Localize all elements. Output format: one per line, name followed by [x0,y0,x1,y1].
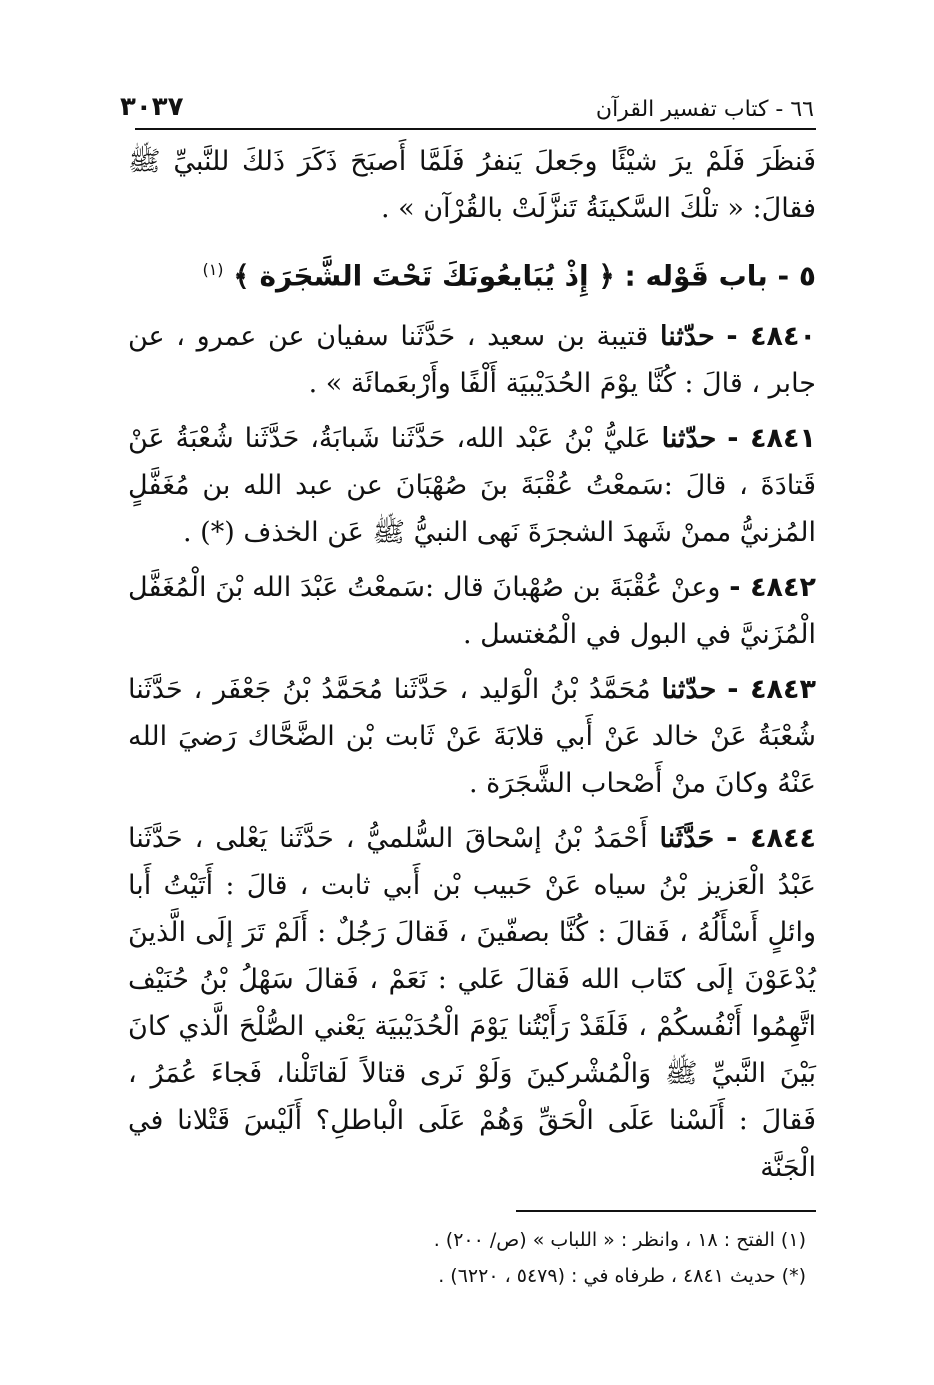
body-text [128,138,816,1191]
hadith-lead: حَدَّثَنا [659,823,715,855]
hadith-number: ٤٨٤١ - [727,423,816,455]
running-header [120,82,814,122]
hadith-text: أَحْمَدُ بْنُ إسْحاقَ السُّلميُّ ، حَدَّثَنا يَعْلى ، حَدَّثَنا عَبْدُ الْعَزيز بْنُ سياه عَنْ حَبيب بْن أَبي ثابت ، قالَ : أَتَيْتُ أَبا وائلٍ أَسْأَلُهُ ، فَقالَ : كُنَّا بصفّينَ ، فَقالَ رَجُلٌ : أَلَمْ تَرَ إلَى الَّذينَ يُدْعَوْنَ إلَى كتَاب الله فَقالَ عَلي : نَعَمْ ، فَقالَ سَهْلُ بْنُ حُنَيْف اتَّهِمُوا أَنْفُسكُمْ ، فَلَقَدْ رَأَيْتُنا يَوْمَ الْحُدَيْبيَة يَعْني الصُّلْحَ الَّذي كانَ بَيْنَ النَّبيِّ ﷺ وَالْمُشْركينَ وَلَوْ نَرى قتالاً لَقاتَلْنا، فَجاءَ عُمَرُ ، فَقالَ : أَلَسْنا عَلَى الْحَقِّ وَهُمْ عَلَى الْباطلِ؟ أَلَيْسَ قَتْلانا في الْجَنَّة [128,823,816,1184]
hadith-4844 [128,815,816,1191]
hadith-4843 [128,666,816,807]
hadith-lead: حدّثنا [661,423,717,455]
section-heading-text: ٥ - باب قَوْله : ﴿ إِذْ يُبَايعُونَكَ تَحْتَ الشَّجَرَة ﴾ [233,259,816,293]
hadith-text: قتيبة بن سعيد ، حَدَّثَنا سفيان عن عمرو ، عن جابر ، قالَ : كُنَّا يوْمَ الحُدَيْبيَة أَلْفًا وأَرْبعَمائَة » . [128,321,816,400]
section-heading [128,246,816,299]
hadith-number: ٤٨٤٢ - [729,572,816,604]
running-title: ٦٦ - كتاب تفسير القرآن [595,97,814,122]
hadith-4841 [128,415,816,556]
hadith-number: ٤٨٤٤ - [726,823,816,855]
header-rule [135,128,816,130]
hadith-4842 [128,564,816,658]
footnote-rule [516,1210,816,1212]
hadith-number: ٤٨٤٣ - [727,674,816,706]
hadith-4840 [128,313,816,407]
hadith-text: عَليُّ بْنُ عَبْد الله، حَدَّثَنا شَبابَةُ، حَدَّثَنا شُعْبَةُ عَنْ قَتادَةَ ، قالَ :سَمعْتُ عُقْبَةَ بنَ صُهْبَانَ عن عبد الله بن مُغَفَّلٍ المُزنيُّ ممنْ شَهدَ الشجرَةَ نَهى النبيُّ ﷺ عَن الخذف (*) . [128,423,816,549]
hadith-text: وعنْ عُقْبَةَ بن صُهْبانَ قال :سَمعْتُ عَبْدَ الله بْنَ الْمُغَفَّل الْمُزَنيَّ في البول في الْمُغتسل . [128,572,816,651]
hadith-lead: حدّثنا [659,321,715,353]
page-number: ٣٠٣٧ [120,92,184,122]
hadith-number: ٤٨٤٠ - [726,321,816,353]
hadith-text: مُحَمَّدُ بْنُ الْوَليد ، حَدَّثَنا مُحَمَّدُ بْنُ جَعْفَر ، حَدَّثَنا شُعْبَةُ عَنْ خالد عَنْ أَبي قلابَةَ عَنْ ثَابت بْن الضَّحَّاك رَضيَ الله عَنْهُ وكانَ منْ أَصْحاب الشَّجَرَة . [128,674,816,800]
section-footnote-mark: (١) [202,260,224,279]
footnote-1: (١) الفتح : ١٨ ، وانظر : « اللباب » (ص/ ٢٠٠) . [433,1229,806,1251]
hadith-lead: حدّثنا [661,674,717,706]
footnote-star: (*) حديث ٤٨٤١ ، طرفاه في : (٥٤٧٩ ، ٦٢٢٠) . [438,1265,806,1287]
footnotes [128,1222,806,1294]
continuation-paragraph: فَنظَرَ فَلَمْ يرَ شيْئًا وجَعلَ يَنفرُ فَلَمَّا أَصبَحَ ذَكَرَ ذَلكَ للنَّبيِّ ﷺ فقالَ: « تلْكَ السَّكينَةُ تَنزَّلَتْ بالقُرْآن » . [128,146,816,224]
